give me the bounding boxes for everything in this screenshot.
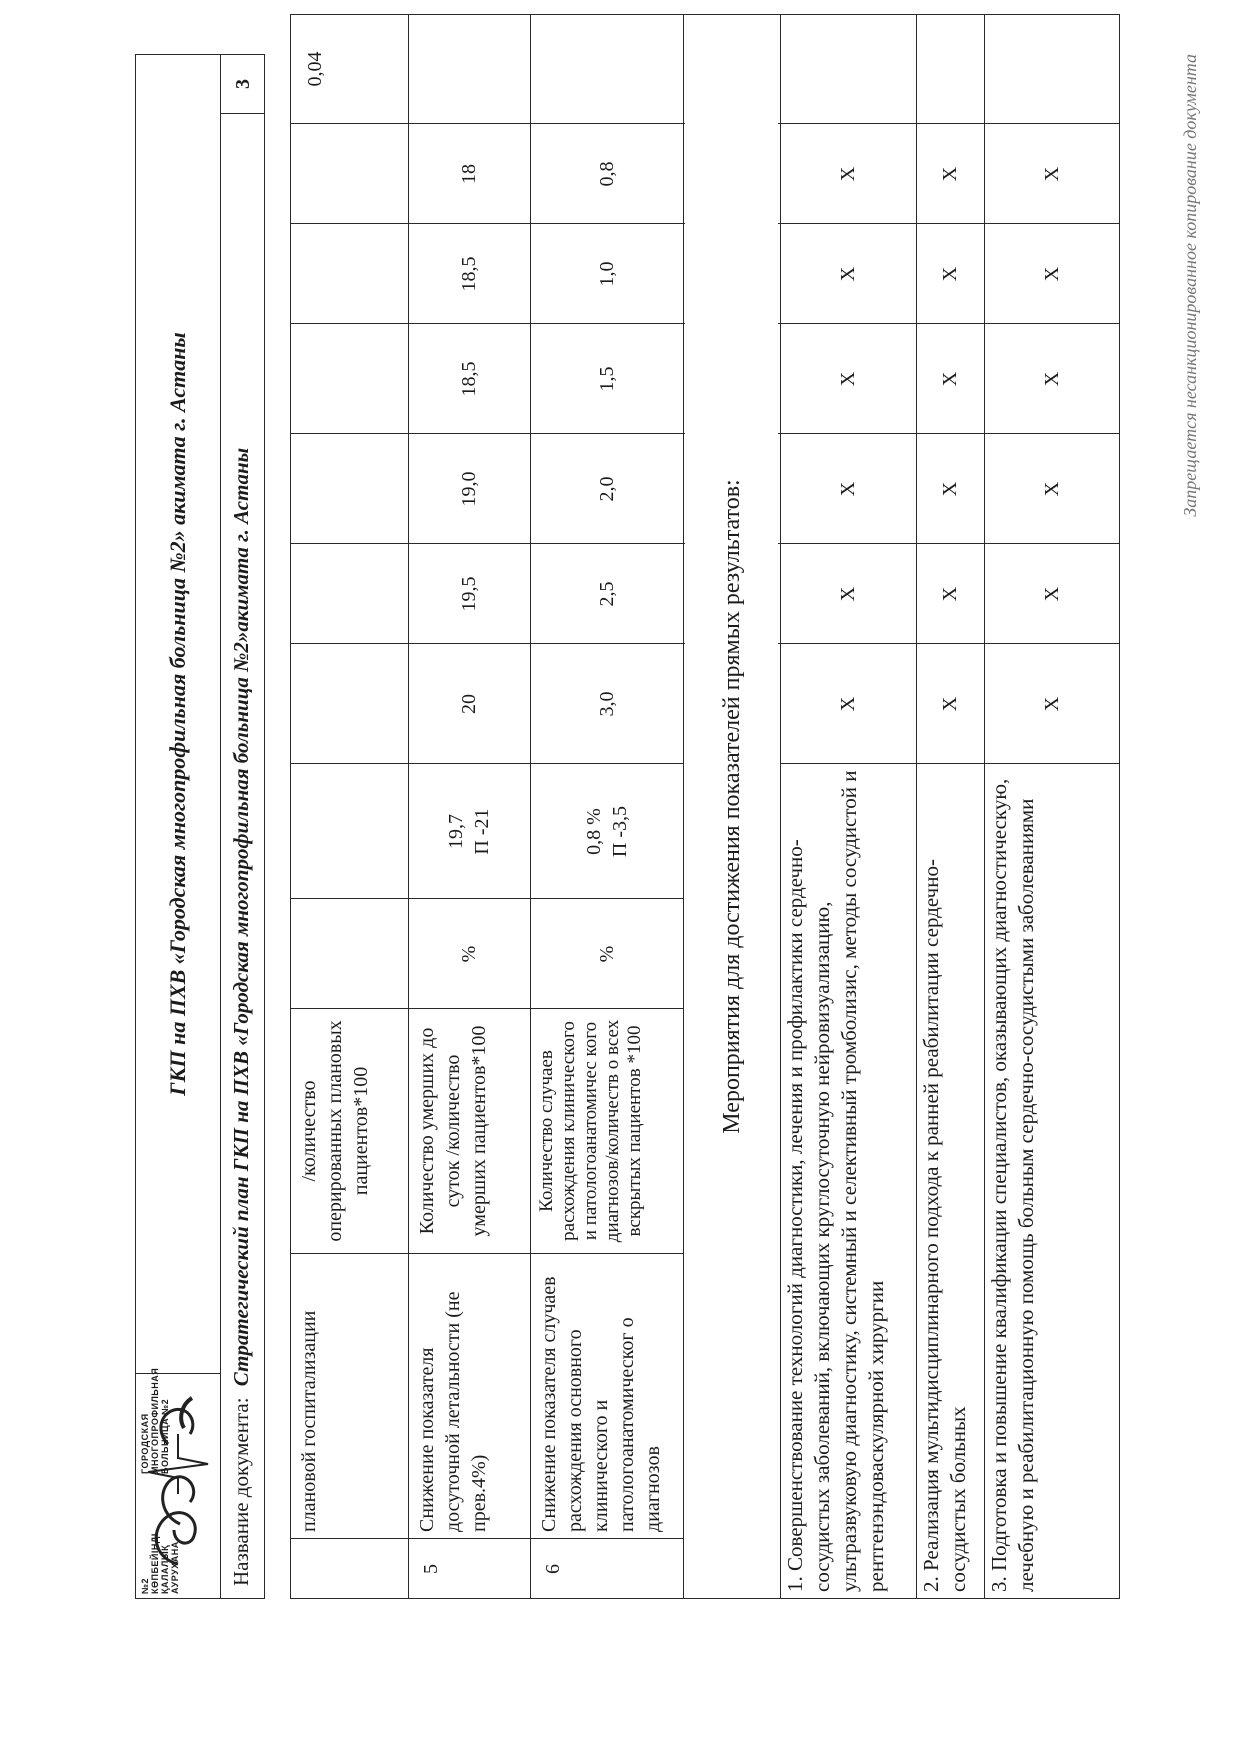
row-1-fact-value: 19,7: [445, 814, 467, 849]
hospital-logo: [138, 1367, 218, 1594]
measure-2-mark-6: X: [939, 166, 961, 182]
row-1-value-3: 19,0: [458, 471, 480, 507]
measure-1-mark-3: X: [837, 481, 859, 497]
measure-1-mark-1: X: [837, 696, 859, 712]
row-1-value-5: 18,5: [458, 256, 480, 292]
row-2-value-1: 3,0: [595, 691, 618, 717]
row-2-fact: [530, 764, 683, 899]
measure-3-mark-1: X: [1041, 696, 1063, 712]
row-2-value-5: 1,0: [595, 261, 618, 287]
measure-1-mark-6: X: [837, 166, 859, 182]
row-1-value-2: 19,5: [458, 576, 480, 612]
doc-name-line: [226, 126, 260, 1586]
measure-1-mark-4: X: [837, 371, 859, 387]
logo-left-text: №2 КӨПБЕЙІНДІ ҚАЛАЛЫҚ АУРУХАНА: [140, 1533, 180, 1594]
measure-2-text: 2. Реализация мультидисциплинарного подхода к ранней реабилитации сердечно-сосудистых больных: [919, 859, 970, 1592]
row-1-fact: [408, 764, 530, 899]
measure-2-mark-1: X: [939, 696, 961, 712]
row-2-value-4: 1,5: [595, 366, 618, 392]
measure-3-mark-2: X: [1041, 586, 1063, 602]
row-1-formula: Количество умерших до суток /количество умерших пациентов*100: [416, 1025, 490, 1237]
row-2-value-6: 0,8: [595, 161, 618, 187]
row-2-value-3: 2,0: [595, 476, 618, 502]
row-1-value-6: 18: [458, 164, 480, 184]
measure-2-mark-2: X: [939, 586, 961, 602]
row-1-indicator: Снижение показателя досуточной летальности (не прев.4%): [416, 1291, 490, 1532]
row-2-fact-plan: П -3,5: [608, 805, 631, 858]
measure-2-mark-4: X: [939, 371, 961, 387]
row-2-fact-value: 0,8 %: [582, 808, 605, 855]
measure-2-mark-3: X: [939, 481, 961, 497]
logo-right-text: ГОРОДСКАЯ МНОГОПРОФИЛЬНАЯ БОЛЬНИЦА №2: [140, 1367, 170, 1474]
row-1-value-4: 18,5: [458, 361, 480, 397]
row-1-fact-plan: П -21: [471, 808, 493, 855]
row-1-unit: %: [458, 945, 480, 963]
row-2-formula: Количество случаев расхождения клинического и патологоанатомичес кого диагнозов/количеств о всех вскрытых пациентов *100: [536, 1019, 645, 1243]
measure-1-mark-5: X: [837, 266, 859, 282]
measure-2-mark-5: X: [939, 266, 961, 282]
measure-3-mark-6: X: [1041, 166, 1063, 182]
measures-heading: Мероприятия для достижения показателей прямых результатов:: [685, 16, 778, 1597]
row-1-num: 5: [420, 1564, 442, 1574]
row-0-indicator: плановой госпитализации: [298, 1310, 320, 1532]
row-0-value: 0,04: [304, 51, 326, 87]
measure-3-mark-4: X: [1041, 371, 1063, 387]
row-2-num: 6: [542, 1564, 564, 1574]
row-0-formula: /количество оперированных плановых пациентов*100: [298, 1020, 372, 1242]
page-number: 3: [231, 79, 254, 89]
measure-3-text: 3. Подготовка и повышение квалификации специалистов, оказывающих диагностическую, лечебную и реабилитационную помощь больным сердечно-сосудистыми заболеваниями: [987, 778, 1038, 1592]
row-2-unit: %: [595, 945, 618, 963]
row-2-value-2: 2,5: [595, 581, 618, 607]
row-2-indicator: Снижение показателя случаев расхождения основного клинического и патологоанатомическог о диагнозов: [538, 1276, 664, 1532]
doc-name-value: Стратегический план ГКП на ПХВ «Городская многопрофильная больница №2»акимата г. Астаны: [229, 447, 253, 1387]
measure-3-mark-5: X: [1041, 266, 1063, 282]
measure-3-mark-3: X: [1041, 481, 1063, 497]
footer-copy-notice: Запрещается несанкционированное копирование документа: [1180, 54, 1200, 517]
row-1-value-1: 20: [458, 694, 480, 714]
measure-1-mark-2: X: [837, 586, 859, 602]
measure-1-text: 1. Совершенствование технологий диагностики, лечения и профилактики сердечно-сосудистых заболеваний, включающих круглосуточную нейровизуализацию, ультразвуковую диагностику, системный и селективный тромболизис, методы сосудистой и рентгенэндоваскулярной хирургии: [783, 770, 888, 1592]
doc-name-label: Название документа:: [229, 1397, 253, 1586]
document-title: ГКП на ПХВ «Городская многопрофильная больница №2» акимата г. Астаны: [164, 332, 190, 1096]
